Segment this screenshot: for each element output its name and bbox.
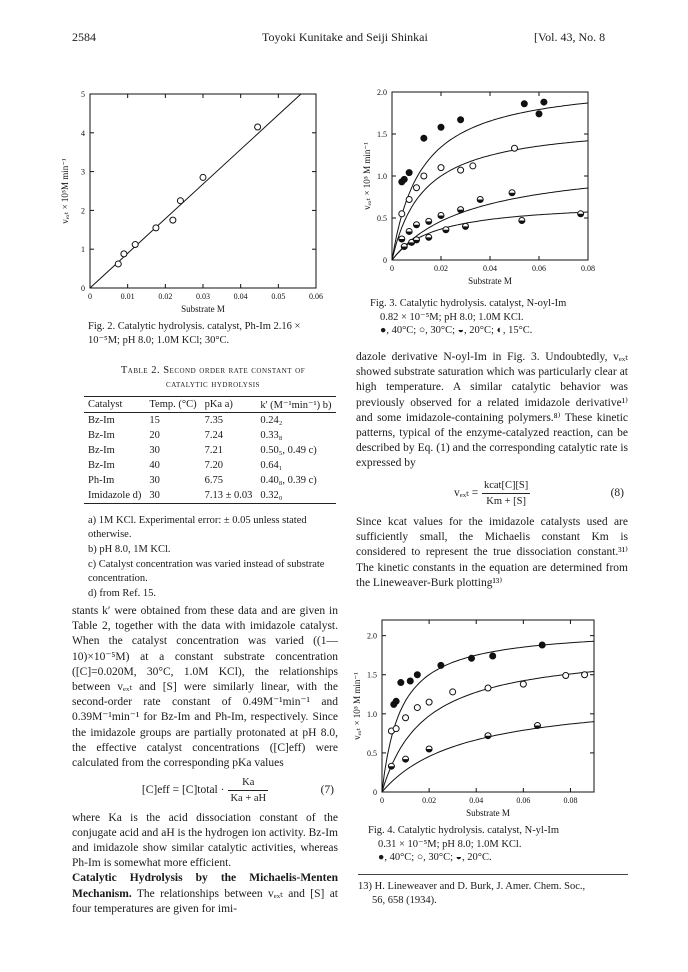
data-point xyxy=(255,124,261,130)
data-point xyxy=(421,135,427,141)
data-point xyxy=(509,190,515,196)
x-tick-label: 0.06 xyxy=(532,264,546,273)
section-heading: Catalytic Hydrolysis by the Michaelis-Menten Mechanism. xyxy=(72,872,338,900)
table-cell: 0.64₁ xyxy=(260,460,283,471)
paragraph: Since kcat values for the imidazole catalysts used are sufficiently small, the Michaelis constant Km is considered to represent the true dissociation constant.³¹⁾ The kinetic constants in the equation are determined from the Lineweaver-Burk plotting¹³⁾ xyxy=(356,516,628,589)
table2-grid xyxy=(84,396,336,504)
data-point xyxy=(200,174,206,180)
eq7-number: (7) xyxy=(320,784,334,797)
data-point xyxy=(534,723,540,729)
data-point xyxy=(403,715,409,721)
x-tick-label: 0.02 xyxy=(434,264,448,273)
fig4-caption-line: 0.31 × 10⁻⁵M; pH 8.0; 1.0M KCl. xyxy=(378,838,522,850)
equation-8 xyxy=(356,478,628,509)
x-tick-label: 0 xyxy=(88,292,92,301)
x-tick-label: 0.04 xyxy=(469,796,484,805)
table2-footnotes xyxy=(88,514,334,602)
data-point xyxy=(414,672,420,678)
table-cell: 15 xyxy=(149,415,160,426)
fig4-caption xyxy=(368,824,638,865)
x-axis-label: Substrate M xyxy=(466,808,510,818)
table2 xyxy=(84,396,336,504)
table-row xyxy=(84,428,336,443)
table-cell: Bz-Im xyxy=(88,460,115,471)
table-cell: 7.35 xyxy=(204,415,223,426)
data-point xyxy=(393,698,399,704)
data-point xyxy=(399,211,405,217)
data-point xyxy=(153,225,159,231)
table-row xyxy=(84,473,336,488)
data-point xyxy=(438,124,444,130)
data-point xyxy=(177,198,183,204)
eq8-denominator: Km + [S] xyxy=(482,493,530,509)
data-point xyxy=(426,234,432,240)
data-point xyxy=(406,228,412,234)
data-point xyxy=(115,261,121,267)
paragraph: where Ka is the acid dissociation constant of the conjugate acid and aH is the hydrogen ion activity. Bz-Im and imidazole show similar catalytic activities, whereas Ph-Im is somewhat more efficient. xyxy=(72,811,338,870)
eq8-lhs: vₑₓₜ = xyxy=(454,486,479,499)
running-authors: Toyoki Kunitake and Seiji Shinkai xyxy=(262,30,428,44)
data-point xyxy=(170,217,176,223)
fig3-caption-line: 0.82 × 10⁻⁵M; pH 8.0; 1.0M KCl. xyxy=(380,311,524,323)
fit-curve xyxy=(392,212,588,260)
table-row xyxy=(84,488,336,504)
eq8-number: (8) xyxy=(610,486,624,499)
table-cell: 0.24₂ xyxy=(260,415,283,426)
fig4-chart xyxy=(352,610,612,820)
reference-line: 56, 658 (1934). xyxy=(372,895,437,906)
equation-7 xyxy=(72,775,338,806)
table-row xyxy=(84,458,336,473)
col-header: k' (M⁻¹min⁻¹) b) xyxy=(260,399,332,411)
x-tick-label: 0 xyxy=(380,796,384,805)
x-tick-label: 0.08 xyxy=(581,264,595,273)
data-point xyxy=(578,211,584,217)
x-tick-label: 0.06 xyxy=(516,796,531,805)
table-cell: 7.24 xyxy=(204,430,223,441)
table-cell: Bz-Im xyxy=(88,445,115,456)
data-point xyxy=(490,653,496,659)
data-point xyxy=(512,145,518,151)
y-tick-label: 2.0 xyxy=(377,88,387,97)
table-cell: Imidazole d) xyxy=(88,490,142,501)
footnote-rule xyxy=(358,874,628,875)
table-cell: 6.75 xyxy=(204,475,223,486)
data-point xyxy=(450,689,456,695)
table-cell: 0.40₈, 0.39 c) xyxy=(260,475,317,486)
data-point xyxy=(121,251,127,257)
data-point xyxy=(438,212,444,218)
data-point xyxy=(438,165,444,171)
fit-line xyxy=(90,94,301,288)
fig3-caption xyxy=(370,297,640,338)
data-point xyxy=(469,655,475,661)
data-point xyxy=(399,236,405,242)
data-point xyxy=(401,176,407,182)
x-axis-label: Substrate M xyxy=(468,276,512,286)
fig2-chart xyxy=(60,80,330,320)
data-point xyxy=(414,222,420,228)
table-cell: 40 xyxy=(149,460,160,471)
data-point xyxy=(536,111,542,117)
fig4-caption-line: Fig. 4. Catalytic hydrolysis. catalyst, N-yl-Im xyxy=(368,825,560,836)
y-tick-label: 0 xyxy=(373,788,377,797)
data-point xyxy=(520,681,526,687)
figure-2 xyxy=(60,80,330,325)
data-point xyxy=(563,673,569,679)
data-point xyxy=(470,163,476,169)
journal-volume: [Vol. 43, No. 8 xyxy=(534,30,606,44)
y-tick-label: 3 xyxy=(81,167,85,177)
x-tick-label: 0.03 xyxy=(196,292,210,301)
x-tick-label: 0.04 xyxy=(483,264,497,273)
data-point xyxy=(521,101,527,107)
x-tick-label: 0.06 xyxy=(309,292,323,301)
fit-curve xyxy=(382,641,594,792)
table-header-row xyxy=(84,397,336,413)
eq7-numerator: Ka xyxy=(242,777,255,789)
table-row xyxy=(84,413,336,429)
data-point xyxy=(519,218,525,224)
data-point xyxy=(463,223,469,229)
paragraph: dazole derivative N-oyl-Im in Fig. 3. Undoubtedly, vₑₓₜ showed substrate saturation which was particularly clear at high temperature. A similar catalytic behavior was previously observed for a related imidazole derivative¹⁾ and some imidazole-containing polymers.⁸⁾ These kinetic patterns, typical of the enzyme-catalyzed reaction, can be described by Eq. (1) and the corresponding catalytic rate is expressed by xyxy=(356,351,628,470)
data-point xyxy=(485,685,491,691)
data-point xyxy=(403,756,409,762)
data-point xyxy=(406,170,412,176)
footnote: d) from Ref. 15. xyxy=(88,588,156,599)
data-point xyxy=(132,242,138,248)
table-cell: 0.32₀ xyxy=(260,490,283,501)
y-tick-label: 1.0 xyxy=(377,172,387,181)
y-tick-label: 0 xyxy=(81,284,85,293)
col-header: pKa a) xyxy=(204,399,233,410)
data-point xyxy=(398,680,404,686)
reference-13 xyxy=(358,880,638,908)
reference-line: 13) H. Lineweaver and D. Burk, J. Amer. Chem. Soc., xyxy=(358,881,586,892)
y-tick-label: 1.5 xyxy=(377,130,387,139)
eq7-fraction xyxy=(228,775,268,806)
y-tick-label: 1.0 xyxy=(367,709,377,719)
table2-title xyxy=(88,364,338,391)
y-tick-label: 1.5 xyxy=(367,670,377,680)
data-point xyxy=(426,218,432,224)
data-point xyxy=(485,733,491,739)
footnote: b) pH 8.0, 1M KCl. xyxy=(88,544,171,555)
fig4-caption-legend: ●, 40°C; ○, 30°C; ◒, 20°C. xyxy=(378,852,492,863)
y-tick-label: 5 xyxy=(81,90,85,99)
y-tick-label: 0.5 xyxy=(377,214,387,223)
data-point xyxy=(426,746,432,752)
y-tick-label: 0 xyxy=(383,256,387,265)
table-cell: Bz-Im xyxy=(88,430,115,441)
y-tick-label: 0.5 xyxy=(367,748,377,758)
data-point xyxy=(388,763,394,769)
x-tick-label: 0.05 xyxy=(271,292,286,301)
data-point xyxy=(458,117,464,123)
table-cell: 7.21 xyxy=(204,445,223,456)
table-cell: 0.33₈ xyxy=(260,430,283,441)
data-point xyxy=(401,244,407,250)
data-point xyxy=(458,207,464,213)
data-point xyxy=(406,197,412,203)
data-point xyxy=(393,726,399,732)
y-axis-label: vₑₓₜ × 10⁵M min⁻¹ xyxy=(60,158,70,224)
col-header: Temp. (°C) xyxy=(149,399,197,410)
x-tick-label: 0.02 xyxy=(158,292,173,301)
data-point xyxy=(426,699,432,705)
figure-4 xyxy=(352,610,612,825)
y-tick-label: 4 xyxy=(81,128,85,138)
y-axis-label: vₑₓₜ × 10⁵ M min⁻¹ xyxy=(362,142,372,210)
table-cell: 30 xyxy=(149,445,160,456)
data-point xyxy=(541,99,547,105)
y-tick-label: 2 xyxy=(81,206,85,216)
eq8-fraction xyxy=(482,478,530,509)
data-point xyxy=(414,237,420,243)
paragraph-text: The relationships between vₑₓₜ and [S] at four temperatures are given for imi- xyxy=(72,887,338,915)
table-cell: 7.13 ± 0.03 xyxy=(204,490,253,501)
data-point xyxy=(477,197,483,203)
footnote: a) 1M KCl. Experimental error: ± 0.05 unless stated otherwise. xyxy=(88,515,307,540)
footnote: c) Catalyst concentration was varied instead of substrate concentration. xyxy=(88,559,325,584)
fit-curve xyxy=(392,188,588,260)
table2-title-line: Table 2. Second order rate constant of xyxy=(120,365,306,376)
x-tick-label: 0.01 xyxy=(120,292,135,301)
x-tick-label: 0.08 xyxy=(563,796,578,805)
data-point xyxy=(582,672,588,678)
fig3-caption-legend: ●, 40°C; ○, 30°C; ◒, 20°C; ◐, 15°C. xyxy=(380,325,533,336)
data-point xyxy=(414,185,420,191)
eq8-numerator: kcat[C][S] xyxy=(483,479,529,491)
data-point xyxy=(421,173,427,179)
data-point xyxy=(438,662,444,668)
y-axis-label: vₑₓₜ × 10⁵ M min⁻¹ xyxy=(352,672,362,740)
eq7-denominator: Ka + aH xyxy=(228,790,268,806)
data-point xyxy=(414,705,420,711)
right-column-text xyxy=(356,350,628,591)
fig2-caption: Fig. 2. Catalytic hydrolysis. catalyst, Ph-Im 2.16 × 10⁻⁵M; pH 8.0; 1.0M KCl; 30°C. xyxy=(88,321,301,346)
table-cell: 30 xyxy=(149,490,160,501)
figure-3 xyxy=(360,84,600,294)
x-tick-label: 0.04 xyxy=(233,292,248,301)
y-tick-label: 1 xyxy=(81,245,85,255)
data-point xyxy=(443,227,449,233)
fit-curve xyxy=(382,722,594,792)
paragraph xyxy=(72,871,338,917)
left-column-text xyxy=(72,604,338,917)
paragraph: stants k′ were obtained from these data and are given in Table 2, together with the data with imidazole catalyst. When the catalyst concentration was varied ((1—10)×10⁻⁵M) at a constant substrate concentration ([C]=0.020M, 30°C, 1.0M KCl), the relationships between vₑₓₜ and [S] were similarly linear, with the second-order rate constant of 0.49M⁻¹min⁻¹ and 0.39M⁻¹min⁻¹ for Bz-Im and Ph-Im, respectively. Since the imidazole groups are partially protonated at pH 8.0, the effective catalyst concentrations ([C]eff) were calculated from the corresponding pKa values xyxy=(72,605,338,770)
table-row xyxy=(84,443,336,458)
eq7-lhs: [C]eff = [C]total · xyxy=(141,784,225,797)
table-cell: 20 xyxy=(149,430,160,441)
x-tick-label: 0.02 xyxy=(422,796,437,805)
col-header: Catalyst xyxy=(88,399,123,410)
plot-frame xyxy=(90,94,316,288)
x-tick-label: 0 xyxy=(390,264,394,273)
x-axis-label: Substrate M xyxy=(181,304,225,314)
fig3-caption-line: Fig. 3. Catalytic hydrolysis. catalyst, N-oyl-Im xyxy=(370,298,567,309)
fig3-chart xyxy=(360,84,600,289)
table-cell: 30 xyxy=(149,475,160,486)
table-cell: 0.50₅, 0.49 c) xyxy=(260,445,317,456)
fit-curve xyxy=(392,141,588,260)
plot-frame xyxy=(382,620,594,792)
table2-title-line: catalytic hydrolysis xyxy=(166,378,260,390)
table-cell: Ph-Im xyxy=(88,475,115,486)
data-point xyxy=(539,642,545,648)
data-point xyxy=(407,678,413,684)
y-tick-label: 2.0 xyxy=(367,631,377,641)
page-number: 2584 xyxy=(72,30,96,44)
table-cell: 7.20 xyxy=(204,460,223,471)
table-cell: Bz-Im xyxy=(88,415,115,426)
data-point xyxy=(458,167,464,173)
